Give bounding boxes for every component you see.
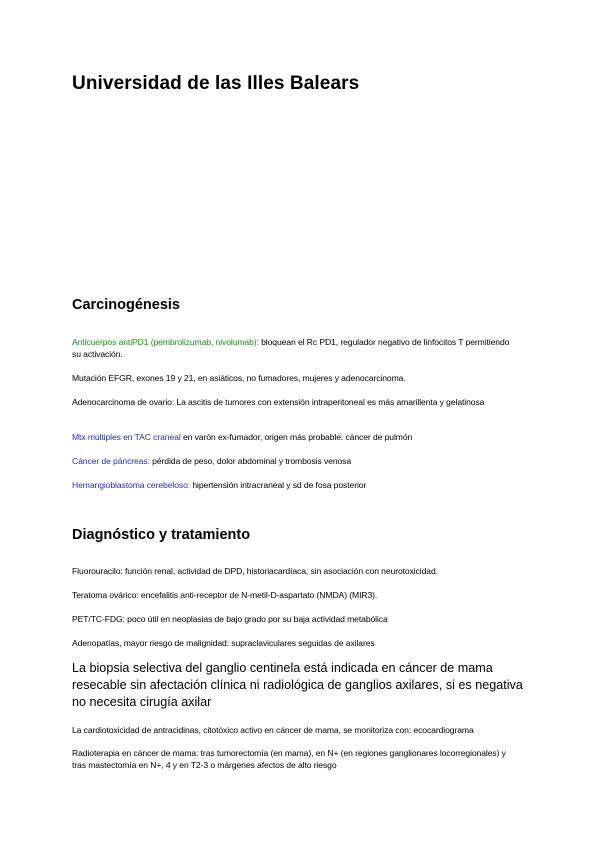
paragraph-egfr [72,372,517,384]
body-text: bloquean el Rc PD1, regulador negativo de linfocitos T permitiendo su activación. [72,337,510,359]
paragraph-radiotherapy [72,747,517,771]
body-text: en varón ex-fumador, origen más probable: cáncer de pulmón [180,432,413,442]
highlight-text: Mtx múltiples en TAC craneal [72,432,181,442]
paragraph-anti-pd1 [72,336,517,360]
highlight-text: Hemangioblastoma cerebeloso: [72,480,191,490]
section-heading-carcinogenesis: Carcinogénesis [72,297,180,313]
paragraph-sentinel-node [72,660,532,711]
body-text: Teratoma ovárico: encefalitis anti-receptor de N-metil-D-aspartato (NMDA) (MIR3). [72,590,378,600]
body-text: pérdida de peso, dolor abdominal y trombosis venosa [149,456,352,466]
highlight-text: Cáncer de páncreas: [72,456,150,466]
paragraph-cardiotoxicity [72,724,517,736]
paragraph-ovarian-adenocarcinoma [72,396,517,408]
body-text: Adenocarcinoma de ovario: La ascitis de tumores con extensión intraperitoneal es más amarillenta y gelatinosa [72,397,485,407]
paragraph-adenopathies [72,637,517,649]
paragraph-pancreas [72,455,517,467]
paragraph-cranial-mtx [72,431,517,443]
body-text: hipertensión intracraneal y sd de fosa posterior [190,480,367,490]
highlight-text: Anticuerpos antiPD1 (pembrolizumab, nivolumab): [72,337,259,347]
body-text: PET/TC-FDG: poco útil en neoplasias de bajo grado por su baja actividad metabólica [72,614,388,624]
paragraph-fluorouracil [72,565,517,577]
body-text: Mutación EFGR, exones 19 y 21, en asiáticos, no fumadores, mujeres y adenocarcinoma. [72,373,406,383]
body-text: Adenopatías, mayor riesgo de malignidad: supraclaviculares seguidas de axilares [72,638,375,648]
body-text: Radioterapia en cáncer de mama: tras tumorectomía (en mama), en N+ (en regiones ganglionares locorregionales) y tras mastectomía en N+, 4 y en T2-3 o márgenes afectos de alto riesgo [72,748,506,770]
body-text: La cardiotoxicidad de antracidinas, citotóxico activo en cáncer de mama, se monitoriza con: ecocardiograma [72,725,474,735]
paragraph-hemangioblastoma [72,479,517,491]
paragraph-teratoma [72,589,517,601]
body-text: Fluorouracilo: función renal, actividad de DPD, historiacardíaca, sin asociación con neurotoxicidad. [72,566,438,576]
section-heading-diagnosis: Diagnóstico y tratamiento [72,527,251,543]
paragraph-pet-tc [72,613,517,625]
page-title: Universidad de las Illes Balears [72,73,360,94]
body-text: La biopsia selectiva del ganglio centinela está indicada en cáncer de mama resecable sin afectación clínica ni radiológica de ganglios axilares, si es negativa no necesita cirugía axilar [72,661,523,709]
